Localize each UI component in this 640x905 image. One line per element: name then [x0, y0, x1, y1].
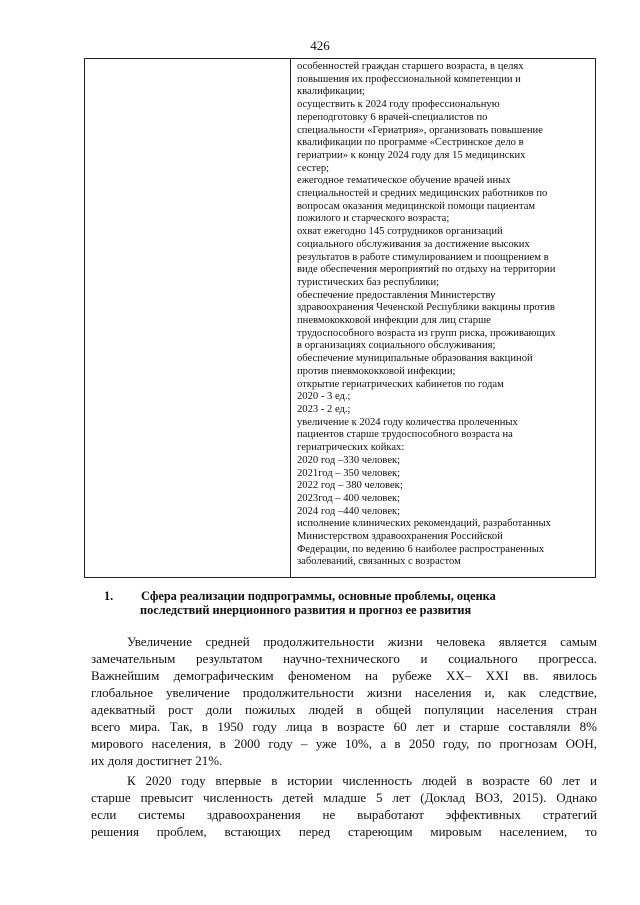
- table-text-line: против пневмококковой инфекции;: [297, 365, 456, 377]
- paragraph-1: [91, 633, 597, 769]
- paragraph-line: глобальное увеличение продолжительности жизни населения и, как следствие,: [91, 685, 597, 700]
- table-text-line: 2020 год –330 человек;: [297, 454, 401, 466]
- table-text-line: обеспечение предоставления Министерству: [297, 289, 496, 301]
- table-text-line: здравоохранения Чеченской Республики вакцины против: [297, 302, 555, 314]
- table-text-line: Федерации, по ведению 6 наиболее распространенных: [297, 543, 545, 555]
- table-text-line: 2020 - 3 ед.;: [297, 391, 351, 403]
- table-text-line: открытие гериатрических кабинетов по годам: [297, 378, 504, 390]
- paragraph-line: Важнейшим демографическим феноменом на рубеже XX– XXI вв. явилось: [91, 668, 597, 683]
- table-column-divider: [290, 59, 291, 577]
- paragraph-line: мирового населения, в 2000 году – уже 10%, а в 2050 году, по прогнозам ООН,: [91, 736, 597, 751]
- table-text-line: повышения их профессиональной компетенции и: [297, 73, 521, 85]
- table-text-line: гериатрических койках:: [297, 442, 405, 454]
- paragraph-line: старше превысит численность детей младше 5 лет (Доклад ВОЗ, 2015). Однако: [91, 790, 597, 805]
- section-title-line-1: Сфера реализации подпрограммы, основные проблемы, оценка: [141, 589, 496, 603]
- paragraph-line: адекватный рост доли пожилых людей в общей популяции населения стран: [91, 702, 597, 717]
- paragraph-line: решения проблем, встающих перед стареющим мировым населением, то: [91, 824, 597, 839]
- table-text-line: трудоспособного возраста из групп риска, проживающих: [297, 327, 556, 339]
- table-right-column-text: [297, 61, 595, 569]
- table-text-line: заболеваний, связанных с возрастом: [297, 556, 461, 568]
- table-text-line: переподготовку 6 врачей-специалистов по: [297, 111, 488, 123]
- table-text-line: охват ежегодно 145 сотрудников организаций: [297, 226, 503, 238]
- table-text-line: в организациях социального обслуживания;: [297, 340, 496, 352]
- table-text-line: осуществить к 2024 году профессиональную: [297, 99, 500, 111]
- table-text-line: специальностей и средних медицинских работников по: [297, 188, 548, 200]
- paragraph-line: если системы здравоохранения не выработают эффективных стратегий: [91, 807, 597, 822]
- table-text-line: сестер;: [297, 162, 330, 174]
- table-text-line: 2024 год –440 человек;: [297, 505, 401, 517]
- table-text-line: 2023 - 2 ед.;: [297, 403, 351, 415]
- table-text-line: результатов в работе стимулированием и поощрением в: [297, 251, 549, 263]
- paragraph-line: Увеличение средней продолжительности жизни человека является самым: [127, 634, 597, 649]
- table-text-line: пациентов старше трудоспособного возраста на: [297, 429, 513, 441]
- table-text-line: гериатрии» к концу 2024 году для 15 медицинских: [297, 149, 526, 161]
- table-text-line: вопросам оказания медицинской помощи пациентам: [297, 200, 536, 212]
- table-text-line: Министерством здравоохранения Российской: [297, 531, 503, 543]
- paragraph-line: К 2020 году впервые в истории численность людей в возрасте 60 лет и: [127, 773, 597, 788]
- table-text-line: обеспечение муниципальные образования вакциной: [297, 353, 533, 365]
- table-text-line: 2021год – 350 человек;: [297, 467, 401, 479]
- table-text-line: пожилого и старческого возраста;: [297, 213, 450, 225]
- table-text-line: квалификации;: [297, 86, 365, 98]
- paragraph-line: их доля достигнет 21%.: [91, 753, 223, 768]
- paragraph-line: всего мира. Так, в 1950 году лица в возрасте 60 лет и старше составляли 8%: [91, 719, 597, 734]
- paragraph-2: [91, 772, 597, 840]
- table-text-line: виде обеспечения мероприятий по отдыху на территории: [297, 264, 556, 276]
- table-text-line: 2022 год – 380 человек;: [297, 480, 403, 492]
- measures-table: [84, 58, 596, 578]
- section-title-line-2: последствий инерционного развития и прогноз ее развития: [140, 603, 472, 617]
- table-text-line: ежегодное тематическое обучение врачей иных: [297, 175, 511, 187]
- table-text-line: туристических баз республики;: [297, 276, 440, 288]
- section-number: 1.: [104, 589, 114, 603]
- table-text-line: особенностей граждан старшего возраста, в целях: [297, 61, 524, 72]
- table-text-line: 2023год – 400 человек;: [297, 492, 401, 504]
- table-text-line: пневмококковой инфекции для лиц старше: [297, 315, 491, 327]
- table-text-line: специальности «Гериатрия», организовать повышение: [297, 124, 543, 136]
- table-text-line: увеличение к 2024 году количества пролеченных: [297, 416, 518, 428]
- table-text-line: социального обслуживания за достижение высоких: [297, 238, 530, 250]
- table-text-line: квалификации по программе «Сестринское дело в: [297, 137, 524, 149]
- table-text-line: исполнение клинических рекомендаций, разработанных: [297, 518, 551, 530]
- paragraph-line: замечательным результатом научно-технического и социального прогресса.: [91, 651, 597, 666]
- page-number: 426: [310, 38, 330, 53]
